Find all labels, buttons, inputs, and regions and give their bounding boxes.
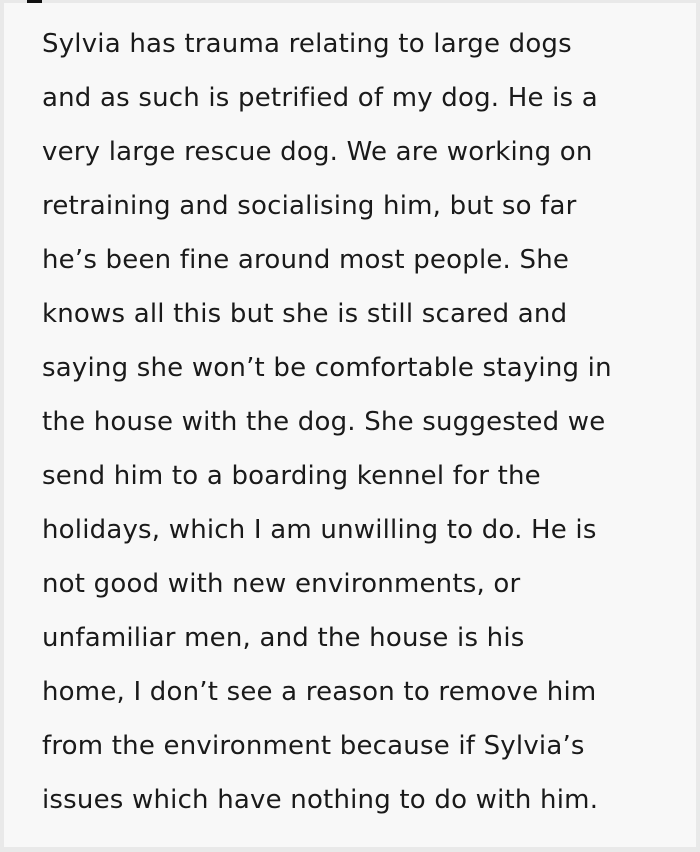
story-card: [4, 3, 696, 847]
story-line: not good with new environments, or: [42, 569, 521, 599]
story-line: knows all this but she is still scared and: [42, 299, 568, 329]
story-line: from the environment because if Sylvia’s: [42, 731, 585, 761]
story-line: holidays, which I am unwilling to do. He is: [42, 515, 597, 545]
story-line: very large rescue dog. We are working on: [42, 137, 593, 167]
story-text: [4, 3, 696, 827]
story-line: and as such is petrified of my dog. He is a: [42, 83, 598, 113]
story-line: issues which have nothing to do with him.: [42, 785, 599, 815]
story-line: send him to a boarding kennel for the: [42, 461, 541, 491]
story-line: saying she won’t be comfortable staying in: [42, 353, 612, 383]
story-line: Sylvia has trauma relating to large dogs: [42, 29, 572, 59]
story-line: retraining and socialising him, but so far: [42, 191, 577, 221]
story-line: the house with the dog. She suggested we: [42, 407, 606, 437]
story-line: home, I don’t see a reason to remove him: [42, 677, 597, 707]
story-line: unfamiliar men, and the house is his: [42, 623, 525, 653]
story-line: he’s been fine around most people. She: [42, 245, 570, 275]
